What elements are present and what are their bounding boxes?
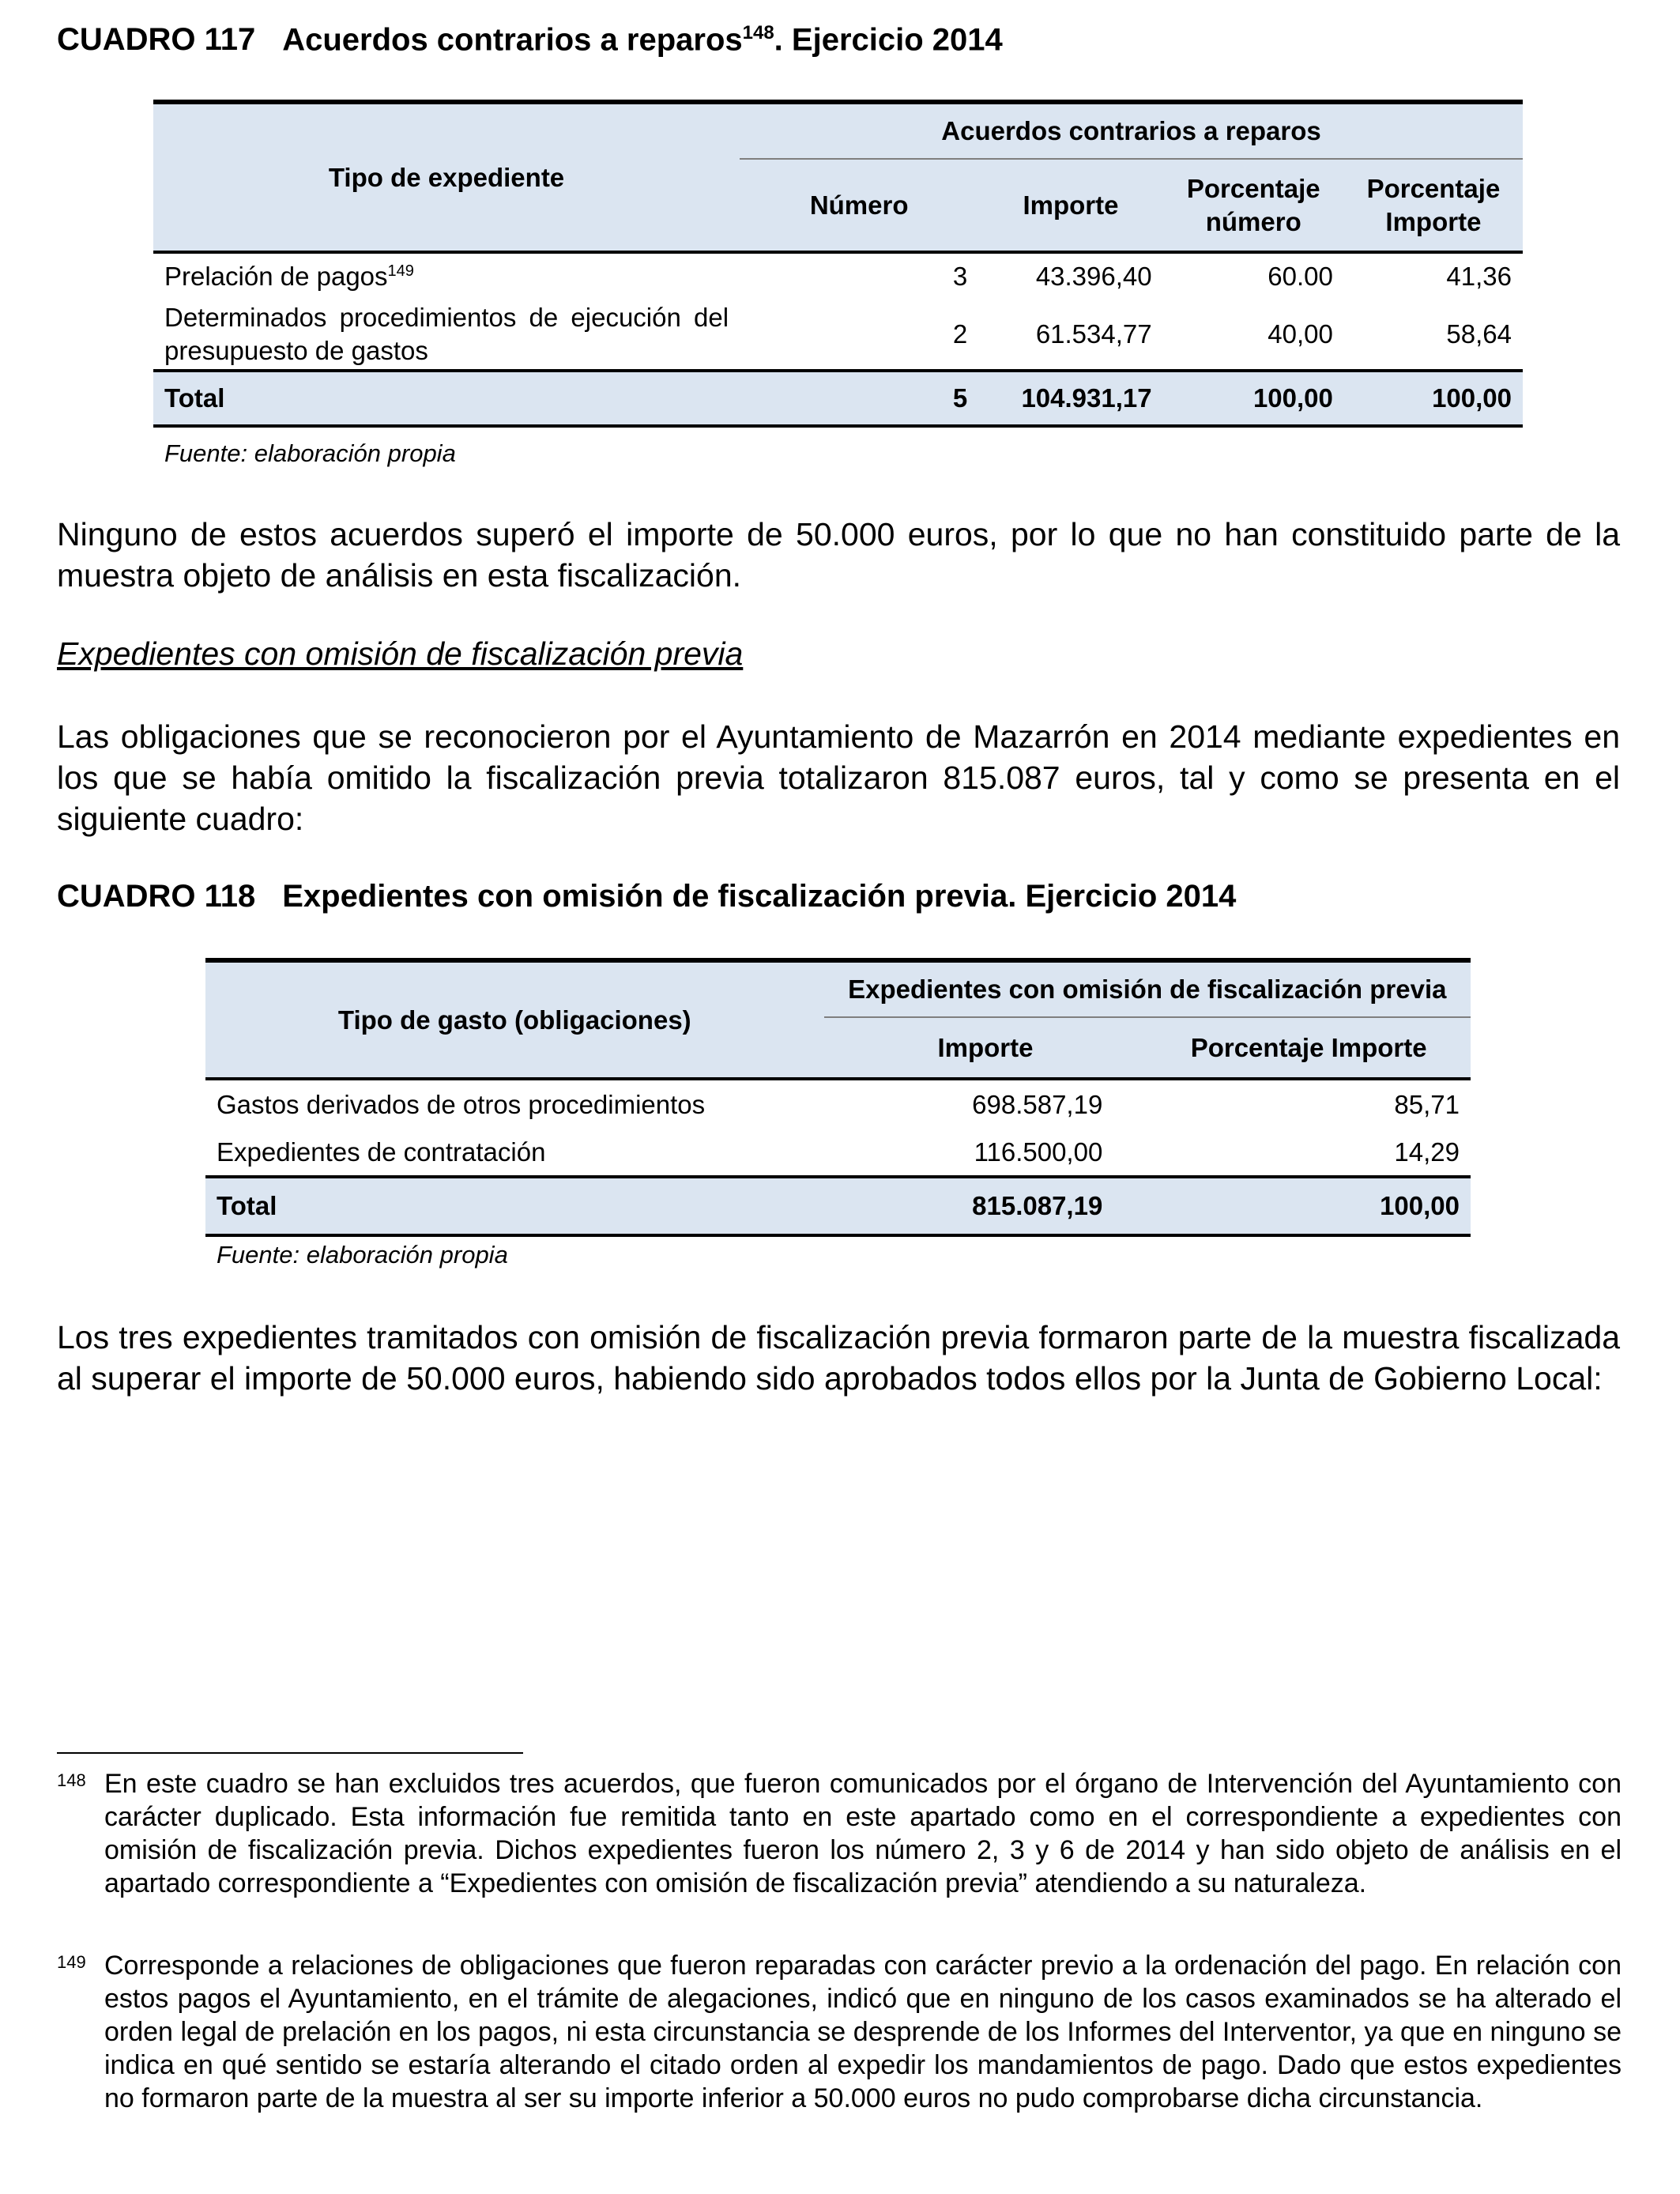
col-importe: Importe xyxy=(978,159,1162,252)
row-label: Prelación de pagos xyxy=(164,262,388,291)
table-row xyxy=(205,1079,1471,1129)
table-total-row xyxy=(205,1177,1471,1235)
cell-importe: 61.534,77 xyxy=(1035,319,1152,349)
footnote-mark: 148 xyxy=(57,1770,86,1790)
paragraph-1: Ninguno de estos acuerdos superó el importe de 50.000 euros, por lo que no han constituido parte de la muestra objeto de análisis en esta fiscalización. xyxy=(57,516,1620,594)
cuadro-117-title-text: Acuerdos contrarios a reparos xyxy=(282,22,743,58)
cell-importe: 116.500,00 xyxy=(974,1137,1103,1167)
total-pct-importe: 100,00 xyxy=(1344,371,1523,426)
cell-numero: 3 xyxy=(952,262,968,291)
cell-numero: 2 xyxy=(952,319,968,349)
total-pct-importe: 100,00 xyxy=(1147,1177,1471,1235)
cuadro-117-source: Fuente: elaboración propia xyxy=(164,439,456,467)
footnote-ref-149[interactable]: 149 xyxy=(387,262,414,280)
cuadro-118-source: Fuente: elaboración propia xyxy=(217,1241,508,1269)
row-label: Gastos derivados de otros procedimientos xyxy=(217,1090,706,1119)
footnote-separator xyxy=(57,1752,523,1754)
footnote-149 xyxy=(57,1949,1622,2115)
row-label: Determinados procedimientos de ejecución del presupuesto de gastos xyxy=(164,303,729,365)
cell-pct-importe: 14,29 xyxy=(1394,1137,1460,1167)
col-numero: Número xyxy=(740,159,978,252)
paragraph-3: Los tres expedientes tramitados con omisión de fiscalización previa formaron parte de la muestra fiscalizada al superar el importe de 50.000 euros, habiendo sido aprobados todos ellos por la Junta de Gobierno Local: xyxy=(57,1319,1620,1397)
footnote-text: En este cuadro se han excluidos tres acuerdos, que fueron comunicados por el órgano de Intervención del Ayuntamiento con carácter duplicado. Esta información fue remitida tanto en este apartado como en el correspondiente a expedientes con omisión de fiscalización previa. Dichos expedientes fueron los número 2, 3 y 6 de 2014 y han sido objeto de análisis en el apartado correspondiente a “Expedientes con omisión de fiscalización previa” atendiendo a su naturaleza. xyxy=(104,1769,1622,1898)
col-group-expedientes: Expedientes con omisión de fiscalización previa xyxy=(824,960,1471,1017)
total-importe: 104.931,17 xyxy=(978,371,1162,426)
cell-importe: 698.587,19 xyxy=(972,1090,1103,1119)
table-total-row xyxy=(153,371,1523,426)
cuadro-117-title xyxy=(57,22,1003,58)
col-group-acuerdos: Acuerdos contrarios a reparos xyxy=(740,102,1523,159)
cell-pct-numero: 40,00 xyxy=(1268,319,1333,349)
col-pct-importe: Porcentaje Importe xyxy=(1147,1017,1471,1079)
section-heading: Expedientes con omisión de fiscalización previa xyxy=(57,635,744,672)
cuadro-117-number: CUADRO 117 xyxy=(57,22,256,58)
footnote-ref-148[interactable]: 148 xyxy=(742,22,774,43)
cuadro-117-title-suffix: . Ejercicio 2014 xyxy=(774,22,1003,58)
col-pct-numero: Porcentaje número xyxy=(1163,159,1344,252)
total-numero: 5 xyxy=(740,371,978,426)
cuadro-117-table xyxy=(153,100,1523,428)
table-row xyxy=(153,252,1523,300)
cell-pct-numero: 60.00 xyxy=(1268,262,1333,291)
cuadro-118-title xyxy=(57,879,1236,914)
cell-pct-importe: 41,36 xyxy=(1446,262,1512,291)
cell-pct-importe: 85,71 xyxy=(1394,1090,1460,1119)
cell-importe: 43.396,40 xyxy=(1035,262,1152,291)
cuadro-118-title-text: Expedientes con omisión de fiscalización previa. Ejercicio 2014 xyxy=(282,879,1237,914)
paragraph-2: Las obligaciones que se reconocieron por el Ayuntamiento de Mazarrón en 2014 mediante expedientes en los que se había omitido la fiscalización previa totalizaron 815.087 euros, tal y como se presenta en el siguiente cuadro: xyxy=(57,718,1620,837)
row-label: Expedientes de contratación xyxy=(217,1137,546,1167)
cuadro-118-table xyxy=(205,958,1471,1237)
footnote-mark: 149 xyxy=(57,1952,86,1972)
total-label: Total xyxy=(205,1177,824,1235)
total-label: Total xyxy=(153,371,740,426)
total-pct-numero: 100,00 xyxy=(1163,371,1344,426)
cuadro-118-number: CUADRO 118 xyxy=(57,879,256,914)
footnote-text: Corresponde a relaciones de obligaciones que fueron reparadas con carácter previo a la ordenación del pago. En relación con estos pagos el Ayuntamiento, en el trámite de alegaciones, indicó que en ninguno de los casos examinados se ha alterado el orden legal de prelación en los pagos, ni esta circunstancia se desprende de los Informes del Interventor, ya que en ninguno se indica en qué sentido se estaría alterando el citado orden al expedir los mandamientos de pago. Dado que estos expedientes no formaron parte de la muestra al ser su importe inferior a 50.000 euros no pudo comprobarse dicha circunstancia. xyxy=(104,1951,1622,2113)
total-importe: 815.087,19 xyxy=(824,1177,1147,1235)
table-row xyxy=(153,300,1523,371)
col-pct-importe: Porcentaje Importe xyxy=(1344,159,1523,252)
col-tipo-gasto: Tipo de gasto (obligaciones) xyxy=(205,960,824,1079)
footnote-148 xyxy=(57,1767,1622,1900)
table-row xyxy=(205,1129,1471,1177)
col-tipo-expediente: Tipo de expediente xyxy=(153,102,740,252)
cell-pct-importe: 58,64 xyxy=(1446,319,1512,349)
col-importe: Importe xyxy=(824,1017,1147,1079)
